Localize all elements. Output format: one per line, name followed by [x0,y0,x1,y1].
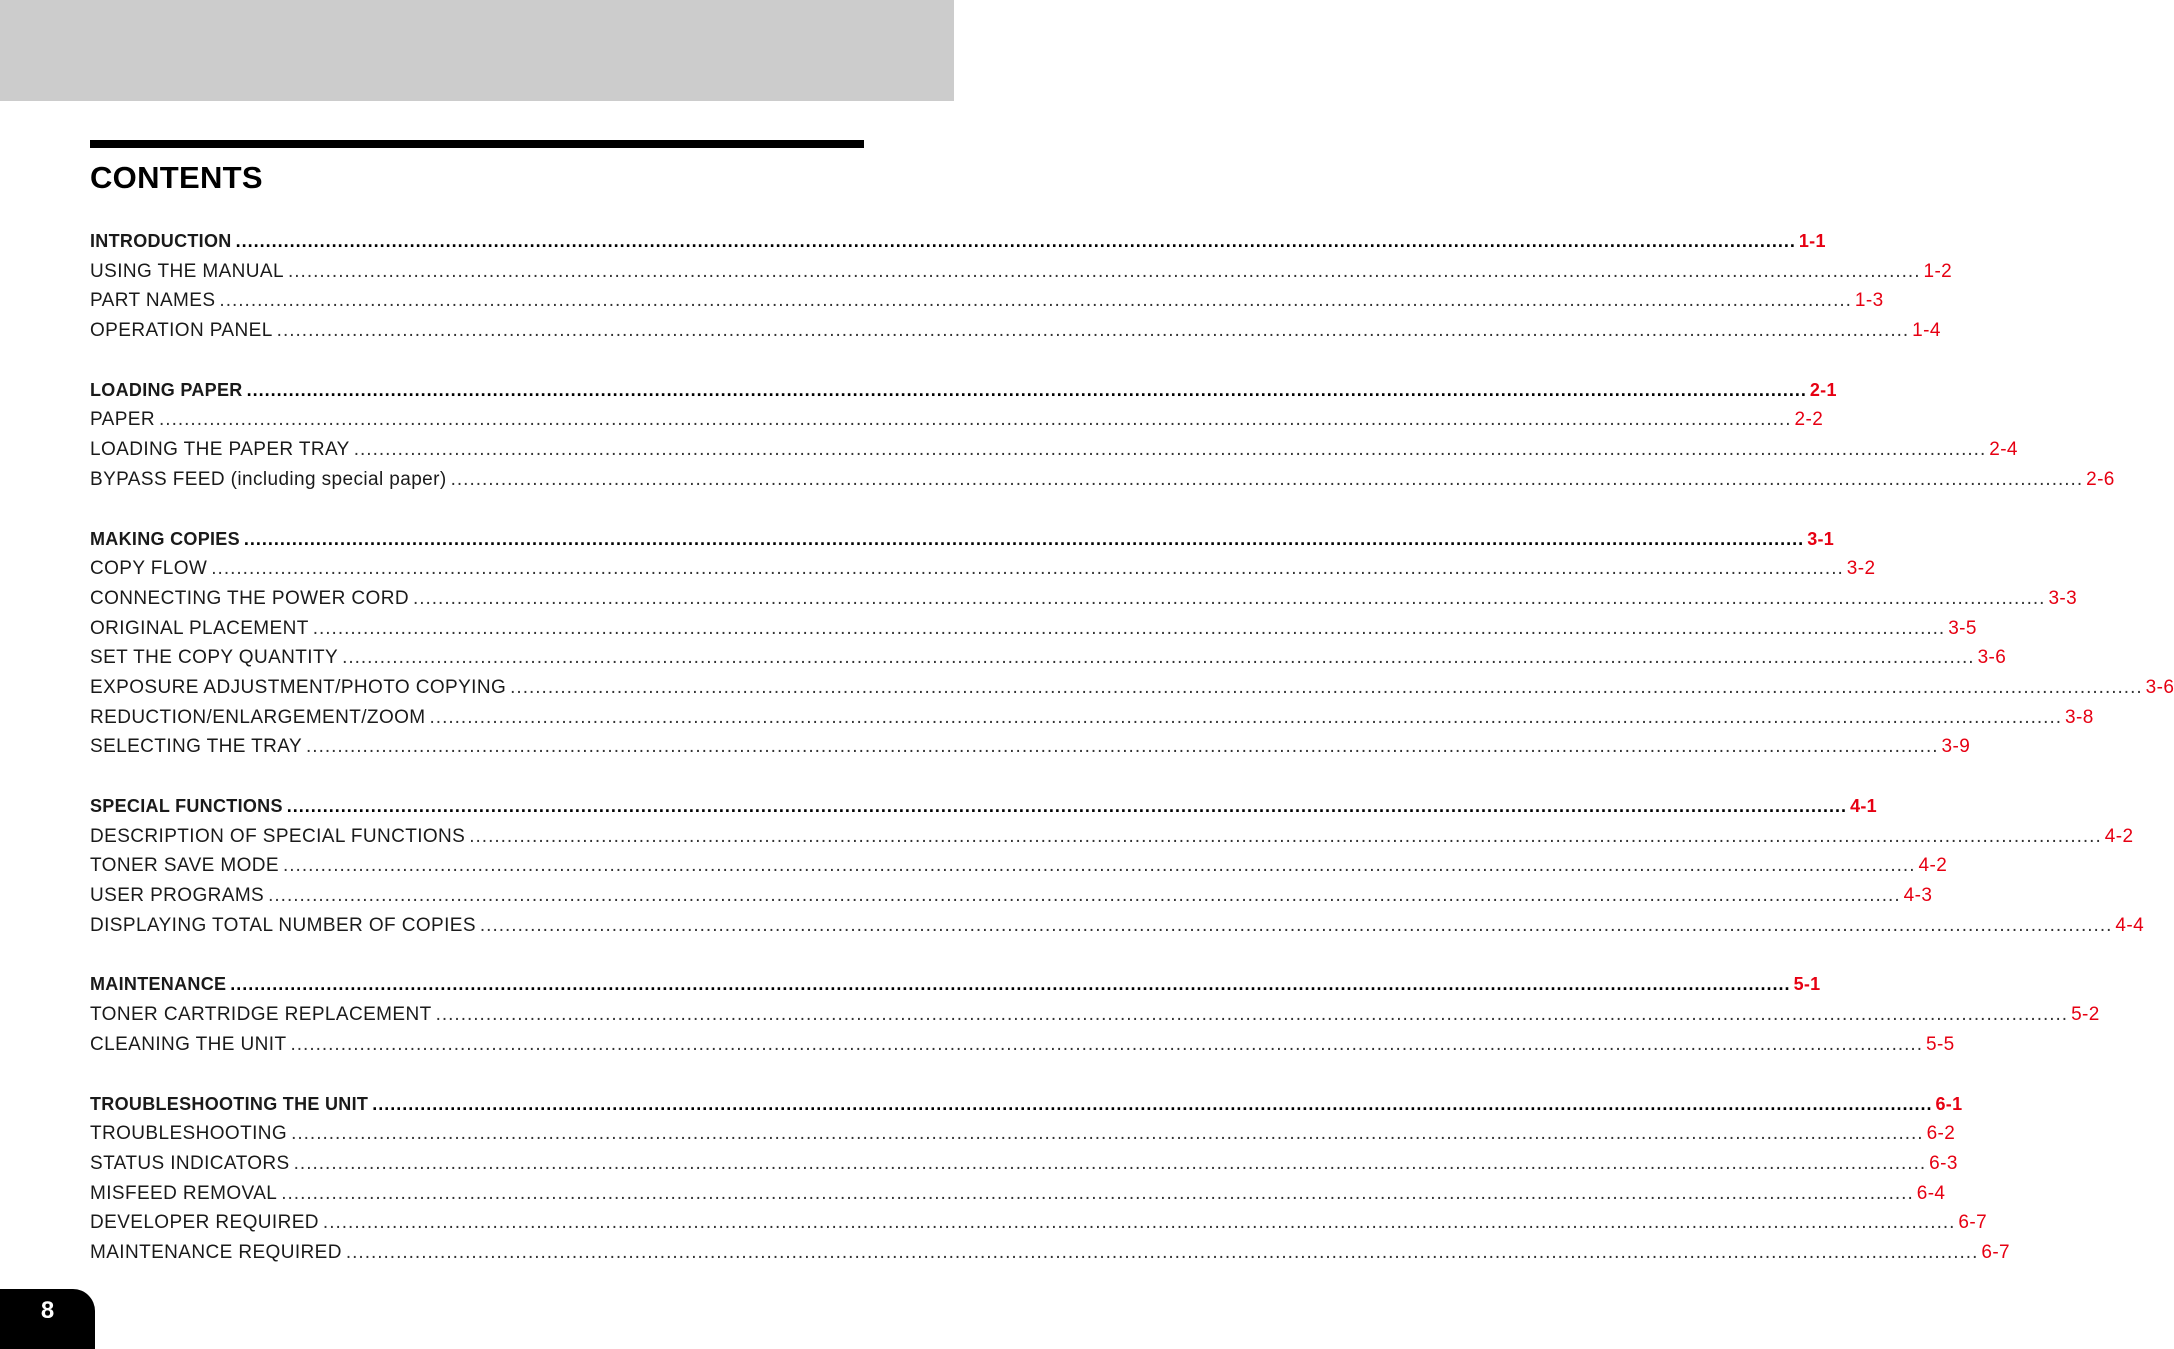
toc-entry-label: USER PROGRAMS [90,885,265,907]
toc-page-number: 3-5 [1948,617,1977,639]
dot-leader: .................................................................................................................................................................................................................................................................... [429,706,2063,728]
dot-leader: .................................................................................................................................................................................................................................................................... [510,676,2143,698]
toc-section-heading[interactable] [90,376,1837,406]
dot-leader: .................................................................................................................................................................................................................................................................... [211,558,1844,580]
dot-leader: .................................................................................................................................................................................................................................................................... [283,855,1916,877]
toc-entry-label: MAINTENANCE [90,974,227,995]
dot-leader: .................................................................................................................................................................................................................................................................... [276,320,1910,342]
toc-entry-label: CONNECTING THE POWER CORD [90,587,409,609]
toc-entry-label: LOADING PAPER [90,379,243,400]
toc-entry[interactable] [90,435,2018,465]
toc-section-heading[interactable] [90,227,1826,257]
toc-page-number: 1-3 [1854,290,1884,312]
toc-entry[interactable] [90,1238,2011,1268]
toc-entry-label: EXPOSURE ADJUSTMENT/PHOTO COPYING [90,676,507,698]
toc-entry-label: REDUCTION/ENLARGEMENT/ZOOM [90,706,426,728]
dot-leader: .................................................................................................................................................................................................................................................................... [235,231,1796,251]
toc-entry[interactable] [90,1149,1958,1179]
toc-page-number: 1-1 [1798,231,1826,251]
toc-entry-label: MAKING COPIES [90,528,240,549]
dot-leader: .................................................................................................................................................................................................................................................................... [342,647,1975,669]
table-of-contents [90,227,2174,1298]
toc-entry-label: DISPLAYING TOTAL NUMBER OF COPIES [90,914,476,936]
dot-leader: .................................................................................................................................................................................................................................................................... [479,914,2113,936]
toc-entry-label: TROUBLESHOOTING [90,1123,288,1145]
toc-entry-label: COPY FLOW [90,558,208,580]
toc-page-number: 4-4 [2115,914,2145,936]
toc-entry[interactable] [90,822,2134,852]
toc-entry-label: CLEANING THE UNIT [90,1033,287,1055]
toc-section-heading[interactable] [90,525,1835,555]
toc-page-number: 6-7 [1981,1241,2011,1263]
dot-leader: .................................................................................................................................................................................................................................................................... [312,617,1946,639]
toc-section [90,792,2145,940]
toc-entry-label: OPERATION PANEL [90,320,273,342]
toc-page-number: 4-2 [2104,825,2134,847]
toc-section [90,227,1953,346]
toc-page-number: 6-3 [1929,1152,1958,1174]
toc-section-heading[interactable] [90,970,1821,1000]
toc-entry[interactable] [90,673,2174,703]
toc-page-number: 5-5 [1925,1033,1955,1055]
toc-page-number: 5-2 [2071,1004,2100,1026]
toc-section-heading[interactable] [90,1090,1963,1120]
dot-leader: .................................................................................................................................................................................................................................................................... [293,1152,1927,1174]
dot-leader: .................................................................................................................................................................................................................................................................... [291,1123,1924,1145]
toc-page-number: 3-3 [2048,587,2078,609]
page-title: CONTENTS [90,160,263,195]
dot-leader: .................................................................................................................................................................................................................................................................... [286,796,1848,816]
dot-leader: .................................................................................................................................................................................................................................................................... [219,290,1852,312]
toc-entry[interactable] [90,1030,1955,1060]
toc-page-number: 3-2 [1846,558,1876,580]
dot-leader: .................................................................................................................................................................................................................................................................... [469,825,2102,847]
header-band [0,0,954,101]
dot-leader: .................................................................................................................................................................................................................................................................... [372,1093,1933,1114]
toc-page-number: 3-9 [1941,736,1971,758]
toc-section [90,970,2100,1059]
toc-page-number: 2-4 [1989,439,2018,461]
toc-page-number: 6-1 [1935,1093,1963,1114]
toc-entry-label: TONER CARTRIDGE REPLACEMENT [90,1004,432,1026]
page-number: 8 [40,1297,55,1324]
toc-page-number: 6-2 [1926,1123,1956,1145]
toc-entry-label: LOADING THE PAPER TRAY [90,439,350,461]
toc-entry-label: DEVELOPER REQUIRED [90,1212,319,1234]
toc-entry-label: MISFEED REMOVAL [90,1182,278,1204]
toc-entry[interactable] [90,465,2115,495]
toc-page-number: 1-4 [1912,320,1941,342]
toc-page-number: 4-1 [1850,796,1877,816]
toc-entry-label: BYPASS FEED (including special paper) [90,468,447,490]
title-rule [90,140,864,148]
dot-leader: .................................................................................................................................................................................................................................................................... [159,409,1792,431]
toc-entry[interactable] [90,703,2094,733]
toc-entry-label: SELECTING THE TRAY [90,736,303,758]
dot-leader: .................................................................................................................................................................................................................................................................... [450,468,2084,490]
toc-page-number: 6-4 [1916,1182,1946,1204]
toc-entry-label: DESCRIPTION OF SPECIAL FUNCTIONS [90,825,466,847]
toc-entry[interactable] [90,584,2078,614]
toc-entry[interactable] [90,643,2007,673]
toc-page-number: 3-1 [1807,528,1835,549]
toc-page-number: 4-2 [1918,855,1948,877]
toc-entry[interactable] [90,1000,2100,1030]
dot-leader: .................................................................................................................................................................................................................................................................... [435,1004,2069,1026]
toc-page-number: 2-2 [1794,409,1824,431]
toc-entry[interactable] [90,316,1941,346]
toc-entry[interactable] [90,257,1953,287]
toc-entry[interactable] [90,732,1971,762]
toc-entry[interactable] [90,286,1884,316]
toc-page-number: 4-3 [1903,885,1933,907]
toc-entry-label: SPECIAL FUNCTIONS [90,796,283,816]
toc-entry[interactable] [90,614,1977,644]
toc-entry-label: TONER SAVE MODE [90,855,279,877]
toc-page-number: 2-6 [2086,468,2115,490]
toc-page-number: 2-1 [1809,379,1837,400]
toc-page-number: 3-8 [2065,706,2094,728]
toc-entry-label: INTRODUCTION [90,231,232,251]
dot-leader: .................................................................................................................................................................................................................................................................... [353,439,1987,461]
toc-page-number: 5-1 [1793,974,1821,995]
toc-entry[interactable] [90,1119,1956,1149]
dot-leader: .................................................................................................................................................................................................................................................................... [287,260,1921,282]
dot-leader: .................................................................................................................................................................................................................................................................... [322,1212,1956,1234]
toc-entry[interactable] [90,1208,1988,1238]
toc-section [90,1090,2011,1268]
toc-entry[interactable] [90,851,1948,881]
dot-leader: .................................................................................................................................................................................................................................................................... [345,1241,1979,1263]
toc-entry-label: SET THE COPY QUANTITY [90,647,339,669]
toc-entry-label: TROUBLESHOOTING THE UNIT [90,1093,369,1114]
toc-section-heading[interactable] [90,792,1877,822]
toc-page-number: 3-6 [1977,647,2007,669]
toc-entry[interactable] [90,911,2145,941]
dot-leader: .................................................................................................................................................................................................................................................................... [243,528,1805,549]
dot-leader: .................................................................................................................................................................................................................................................................... [281,1182,1914,1204]
toc-entry-label: USING THE MANUAL [90,260,284,282]
toc-section [90,376,2115,495]
toc-entry[interactable] [90,1179,1946,1209]
toc-entry[interactable] [90,405,1824,435]
dot-leader: .................................................................................................................................................................................................................................................................... [412,587,2046,609]
toc-entry-label: PAPER [90,409,156,431]
toc-page-number: 1-2 [1923,260,1953,282]
toc-entry-label: STATUS INDICATORS [90,1152,290,1174]
dot-leader: .................................................................................................................................................................................................................................................................... [230,974,1791,995]
dot-leader: .................................................................................................................................................................................................................................................................... [290,1033,1923,1055]
toc-section [90,525,2174,763]
dot-leader: .................................................................................................................................................................................................................................................................... [268,885,1901,907]
toc-page-number: 3-6 [2145,676,2174,698]
toc-entry[interactable] [90,881,1933,911]
toc-page-number: 6-7 [1958,1212,1988,1234]
toc-entry-label: ORIGINAL PLACEMENT [90,617,309,639]
toc-entry[interactable] [90,554,1876,584]
toc-entry-label: MAINTENANCE REQUIRED [90,1241,342,1263]
toc-entry-label: PART NAMES [90,290,216,312]
dot-leader: .................................................................................................................................................................................................................................................................... [306,736,1939,758]
dot-leader: .................................................................................................................................................................................................................................................................... [246,379,1807,400]
